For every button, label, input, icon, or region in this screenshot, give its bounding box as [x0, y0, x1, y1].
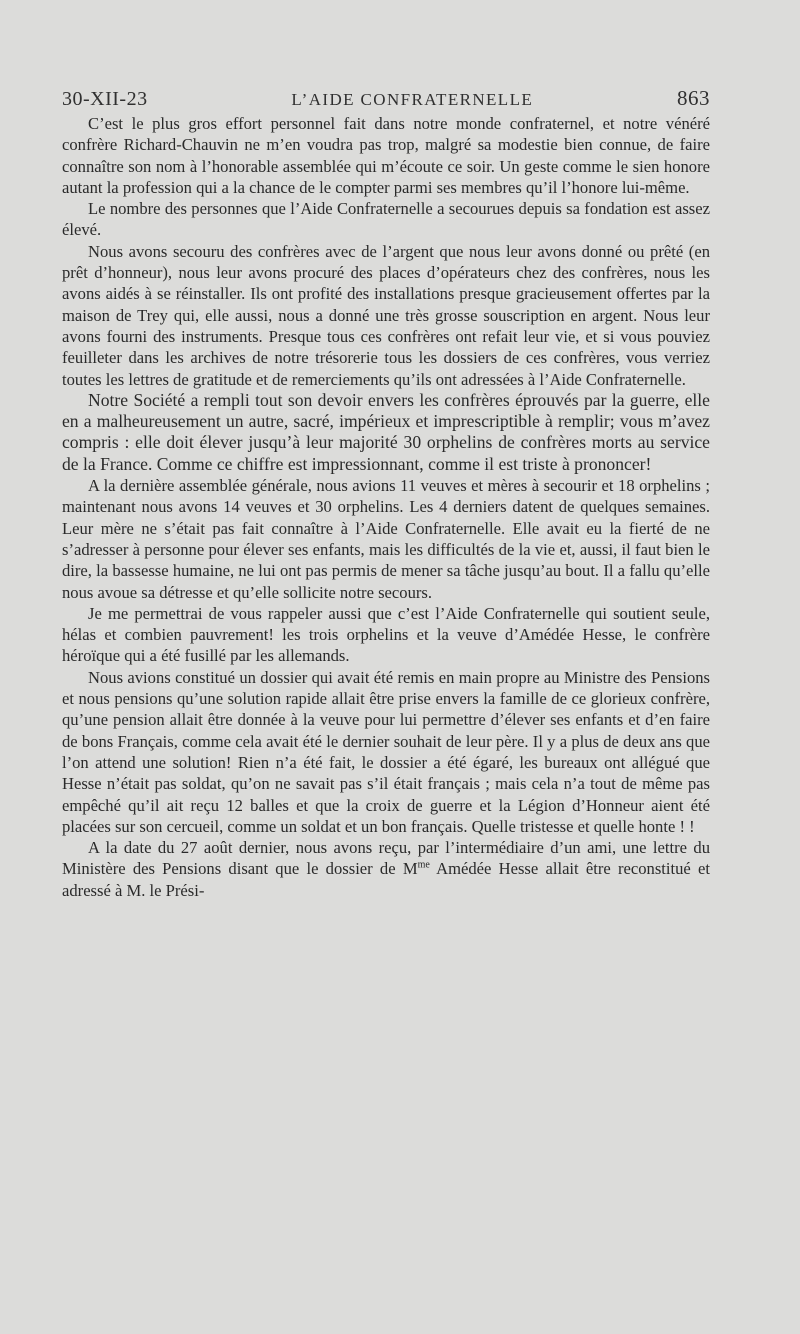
paragraph: C’est le plus gros effort personnel fait dans notre monde confraternel, et notre vénéré confrère Richard-Chauvin ne m’en voudra pas trop, malgré sa modestie bien connue, de faire connaître son nom à l’honorable assemblée qui m’écoute ce soir. Un geste comme le sien honore autant la profession qui a la chance de le compter parmi ses membres qu’il l’honore lui-même.: [62, 114, 710, 197]
superscript-abbrev: me: [417, 859, 430, 871]
paragraph: Je me permettrai de vous rappeler aussi que c’est l’Aide Confraternelle qui soutient seule, hélas et combien pauvrement! les trois orphelins et la veuve d’Amédée Hesse, le confrère héroïque qui a été fusillé par les allemands.: [62, 603, 710, 666]
article-body: [62, 113, 710, 901]
paragraph-last: [62, 837, 710, 901]
text-run: A la date du 27 août dernier, nous avons reçu, par l’intermédiaire d’un ami, une lettre du Ministère des Pensions disant que le dossier de M: [62, 838, 710, 879]
paragraph: Notre Société a rempli tout son devoir envers les confrères éprouvés par la guerre, elle en a malheureusement un autre, sacré, impérieux et imprescriptible à remplir; vous m’avez compris : elle doit élever jusqu’à leur majorité 30 orphelins de confrères morts au service de la France. Comme ce chiffre est impressionnant, comme il est triste à prononcer!: [62, 389, 710, 474]
text-run: Amédée Hesse allait être reconstitué et adressé à M. le Prési-: [62, 859, 710, 900]
paragraph: Le nombre des personnes que l’Aide Confraternelle a secourues depuis sa fondation est assez élevé.: [62, 199, 710, 240]
running-header: [62, 86, 710, 111]
header-date: 30-XII-23: [62, 88, 148, 110]
header-journal-title: L’AIDE CONFRATERNELLE: [291, 90, 534, 109]
paragraph: A la dernière assemblée générale, nous avions 11 veuves et mères à secourir et 18 orphelins ; maintenant nous avons 14 veuves et 30 orphelins. Les 4 derniers datent de quelques semaines. Leur mère ne s’était pas fait connaître à l’Aide Confraternelle. Elle avait eu la fierté de ne s’adresser à personne pour élever ses enfants, mais les difficultés de la vie et, aussi, il faut bien le dire, la bassesse humaine, ne lui ont pas permis de mener sa tâche jusqu’au bout. Il a fallu qu’elle nous avoue sa détresse et qu’elle sollicite notre secours.: [62, 476, 710, 602]
page-number: 863: [676, 86, 710, 110]
paragraph: Nous avions constitué un dossier qui avait été remis en main propre au Ministre des Pensions et nous pensions qu’une solution rapide allait être prise envers la famille de ce glorieux confrère, qu’une pension allait être donnée à la veuve pour lui permettre d’élever ses enfants et d’en faire de bons Français, comme cela avait été le dernier souhait de leur père. Il y a plus de deux ans que l’on attend une solution! Rien n’a été fait, le dossier a été égaré, les bureaux ont allégué que Hesse n’était pas soldat, qu’on ne savait pas s’il était français ; mais cela n’a tout de même pas empêché qu’il ait reçu 12 balles et que la croix de guerre et la Légion d’Honneur aient été placées sur son cercueil, comme un soldat et un bon français. Quelle tristesse et quelle honte ! !: [62, 667, 710, 836]
paragraph: Nous avons secouru des confrères avec de l’argent que nous leur avons donné ou prêté (en prêt d’honneur), nous leur avons procuré des places d’opérateurs chez des confrères, nous les avons aidés à se réinstaller. Ils ont profité des installations presque gracieusement offertes par la maison de Trey qui, elle aussi, nous a donné une très grosse souscription en argent. Nous leur avons fourni des instruments. Presque tous ces confrères ont refait leur vie, et si vous pouviez feuilleter dans les archives de notre trésorerie tous les dossiers de ces confrères, vous verriez toutes les lettres de gratitude et de remerciements qu’ils ont adressées à l’Aide Confraternelle.: [62, 241, 710, 389]
